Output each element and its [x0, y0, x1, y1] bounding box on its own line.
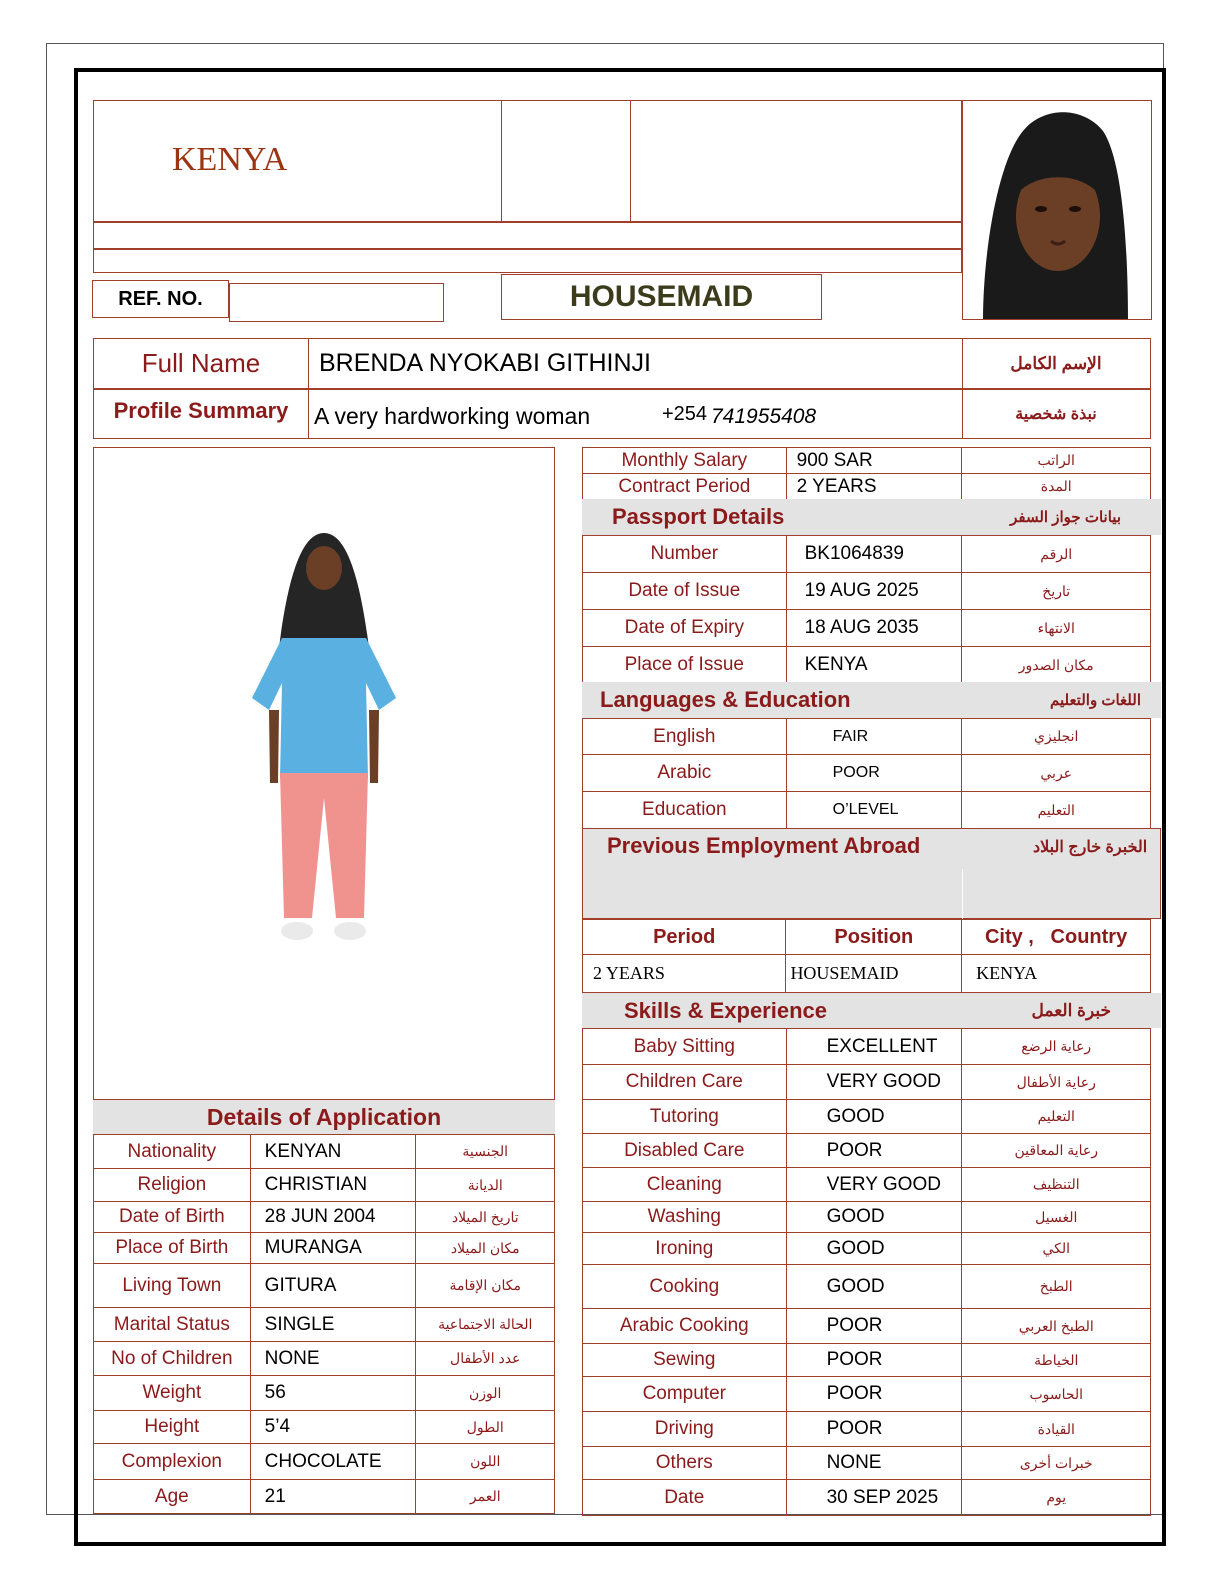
- summary-row: [93, 389, 1151, 439]
- application-row: [94, 1202, 555, 1233]
- skills-row: [583, 1309, 1151, 1344]
- languages-row: [583, 755, 1151, 792]
- employment-country: KENYA: [976, 963, 1038, 983]
- application-row: [94, 1342, 555, 1376]
- ref-value: [229, 283, 444, 322]
- passport-ar: الرقم: [1040, 545, 1073, 562]
- skills-label: Arabic Cooking: [619, 1315, 749, 1336]
- passport-title-text: Passport Details: [612, 504, 785, 529]
- skills-label: Cooking: [649, 1275, 720, 1297]
- application-value: KENYAN: [264, 1140, 342, 1162]
- skills-title-ar: خبرة العمل: [1031, 1000, 1111, 1020]
- passport-label: Place of Issue: [624, 654, 744, 675]
- application-row: [94, 1169, 555, 1202]
- passport-row: [583, 536, 1151, 573]
- passport-row: [583, 610, 1151, 647]
- application-value: 56: [264, 1382, 286, 1403]
- passport-table: [582, 535, 1151, 684]
- skills-label: Children Care: [625, 1071, 743, 1092]
- application-label: Religion: [137, 1174, 207, 1195]
- application-ar: الطول: [466, 1418, 504, 1435]
- application-row: [94, 1411, 555, 1444]
- application-ar: عدد الأطفال: [450, 1350, 521, 1366]
- employment-title-ar: الخبرة خارج البلاد: [1033, 839, 1148, 856]
- application-label: No of Children: [111, 1347, 233, 1369]
- contract-ar: المدة: [1040, 478, 1072, 494]
- skills-title-text: Skills & Experience: [624, 997, 827, 1023]
- skills-row: [583, 1134, 1151, 1168]
- employment-title: Previous Employment Abroad: [607, 833, 921, 858]
- application-table: [93, 1134, 555, 1514]
- application-title: Details of Application: [93, 1100, 555, 1134]
- skills-ar: الخياطة: [1034, 1351, 1079, 1368]
- application-label: Marital Status: [113, 1313, 230, 1335]
- skills-label: Driving: [654, 1418, 714, 1439]
- summary-ar: نبذة شخصية: [1015, 406, 1097, 423]
- application-label: Nationality: [127, 1140, 217, 1162]
- passport-label: Date of Issue: [628, 580, 741, 601]
- application-value: CHOCOLATE: [264, 1450, 382, 1472]
- languages-ar: التعليم: [1037, 801, 1075, 818]
- skills-label: Disabled Care: [624, 1139, 745, 1161]
- passport-ar: مكان الصدور: [1018, 656, 1094, 673]
- passport-ar: تاريخ: [1042, 582, 1071, 599]
- employment-table: [582, 919, 1151, 993]
- passport-row: [583, 573, 1151, 610]
- skills-value: VERY GOOD: [826, 1071, 941, 1092]
- application-value: GITURA: [264, 1274, 337, 1296]
- skills-row: [583, 1100, 1151, 1134]
- application-ar: الوزن: [469, 1384, 502, 1401]
- skills-row: [583, 1065, 1151, 1100]
- skills-value: VERY GOOD: [826, 1173, 941, 1195]
- application-label: Place of Birth: [115, 1237, 229, 1258]
- skills-label: Date: [664, 1486, 705, 1508]
- skills-value: NONE: [826, 1452, 882, 1473]
- languages-title-ar: اللغات والتعليم: [1049, 692, 1141, 709]
- skills-table: [582, 1028, 1151, 1516]
- skills-label: Others: [655, 1452, 713, 1473]
- application-row: [94, 1444, 555, 1480]
- skills-ar: الحاسوب: [1029, 1385, 1084, 1402]
- contract-table: [582, 447, 1151, 500]
- application-label: Date of Birth: [119, 1206, 225, 1227]
- application-label: Age: [154, 1485, 189, 1507]
- application-value: 5’4: [264, 1416, 291, 1437]
- full-body-photo: [93, 447, 555, 1100]
- skills-value: POOR: [826, 1315, 883, 1336]
- employment-title-box: [582, 828, 1161, 919]
- skills-value: POOR: [826, 1139, 883, 1161]
- skills-label: Sewing: [653, 1349, 716, 1370]
- application-label: Living Town: [122, 1274, 222, 1296]
- application-row: [94, 1308, 555, 1342]
- skills-row: [583, 1168, 1151, 1202]
- summary-value: A very hardworking woman: [314, 403, 591, 429]
- contract-row: [583, 474, 1151, 500]
- skills-label: Cleaning: [646, 1173, 722, 1195]
- passport-ar: الانتهاء: [1037, 619, 1075, 636]
- skills-value: GOOD: [826, 1206, 885, 1227]
- skills-row: [583, 1447, 1151, 1480]
- skills-ar: التعليم: [1037, 1108, 1075, 1124]
- application-row: [94, 1264, 555, 1308]
- skills-label: Computer: [642, 1383, 726, 1404]
- skills-row: [583, 1202, 1151, 1233]
- full-name-label: Full Name: [141, 348, 261, 378]
- application-value: MURANGA: [264, 1237, 362, 1258]
- skills-ar: التنظيف: [1032, 1176, 1080, 1192]
- skills-row: [583, 1029, 1151, 1065]
- skills-row: [583, 1344, 1151, 1377]
- full-name-ar: الإسم الكامل: [1010, 353, 1102, 373]
- skills-ar: يوم: [1046, 1489, 1067, 1505]
- header-box: [93, 100, 962, 222]
- skills-value: GOOD: [826, 1275, 885, 1297]
- full-name-value: BRENDA NYOKABI GITHINJI: [319, 349, 652, 377]
- languages-title: [582, 682, 1161, 718]
- ref-label: REF. NO.: [92, 280, 229, 318]
- application-value: SINGLE: [264, 1313, 335, 1335]
- application-ar: الديانة: [467, 1176, 503, 1193]
- application-ar: تاريخ الميلاد: [451, 1208, 519, 1225]
- skills-row: [583, 1480, 1151, 1516]
- skills-value: 30 SEP 2025: [826, 1486, 939, 1508]
- application-row: [94, 1135, 555, 1169]
- languages-value: POOR: [832, 764, 880, 781]
- skills-row: [583, 1265, 1151, 1309]
- skills-row: [583, 1233, 1151, 1265]
- skills-label: Ironing: [655, 1237, 714, 1259]
- application-value: 21: [264, 1485, 286, 1507]
- employment-header-0: Period: [653, 925, 716, 948]
- skills-value: POOR: [826, 1418, 883, 1439]
- contract-label: Monthly Salary: [621, 449, 748, 471]
- application-value: NONE: [264, 1347, 320, 1369]
- languages-value: O’LEVEL: [832, 801, 899, 818]
- skills-ar: القيادة: [1037, 1420, 1075, 1437]
- phone-prefix: +254: [662, 403, 708, 425]
- skills-ar: رعاية الرضع: [1021, 1038, 1092, 1054]
- employment-header-row: [583, 920, 1151, 955]
- passport-title: [582, 499, 1161, 535]
- application-ar: مكان الإقامة: [449, 1277, 521, 1293]
- application-ar: مكان الميلاد: [450, 1239, 520, 1256]
- skills-label: Tutoring: [649, 1105, 719, 1127]
- languages-value: FAIR: [832, 727, 869, 745]
- contract-row: [583, 448, 1151, 474]
- languages-row: [583, 719, 1151, 755]
- application-ar: الجنسية: [462, 1143, 509, 1159]
- application-row: [94, 1376, 555, 1411]
- application-label: Complexion: [121, 1450, 222, 1472]
- header-row-2: [93, 249, 962, 273]
- languages-ar: عربي: [1040, 764, 1073, 781]
- skills-label: Washing: [647, 1206, 721, 1227]
- skills-value: EXCELLENT: [826, 1035, 938, 1057]
- languages-table: [582, 718, 1151, 829]
- application-row: [94, 1480, 555, 1514]
- passport-value: 18 AUG 2035: [804, 617, 919, 638]
- passport-label: Date of Expiry: [624, 617, 744, 638]
- passport-value: BK1064839: [804, 543, 904, 564]
- passport-row: [583, 647, 1151, 684]
- contract-value: 2 YEARS: [796, 475, 877, 497]
- skills-row: [583, 1377, 1151, 1412]
- skills-value: GOOD: [826, 1237, 885, 1259]
- languages-label: Arabic: [657, 762, 712, 783]
- application-ar: الحالة الاجتماعية: [438, 1316, 533, 1332]
- application-row: [94, 1233, 555, 1264]
- skills-ar: الغسيل: [1035, 1208, 1078, 1225]
- country-title: KENYA: [172, 141, 288, 178]
- full-name-row: [93, 338, 1151, 389]
- skills-title: [582, 993, 1161, 1028]
- employment-period: 2 YEARS: [593, 963, 665, 983]
- languages-label: Education: [642, 799, 727, 820]
- phone-number: 741955408: [711, 405, 817, 428]
- skills-label: Baby Sitting: [633, 1035, 735, 1057]
- skills-ar: الطبخ العربي: [1018, 1317, 1094, 1334]
- skills-ar: رعاية الأطفال: [1016, 1073, 1096, 1090]
- contract-label: Contract Period: [618, 475, 751, 497]
- skills-ar: خبرات أخرى: [1019, 1454, 1093, 1471]
- languages-title-text: Languages & Education: [600, 687, 851, 712]
- application-value: 28 JUN 2004: [264, 1206, 376, 1227]
- passport-label: Number: [650, 543, 719, 564]
- passport-title-ar: بيانات جواز السفر: [1010, 509, 1121, 526]
- application-label: Weight: [142, 1382, 202, 1403]
- application-value: CHRISTIAN: [264, 1174, 368, 1195]
- header-row-1: [93, 222, 962, 249]
- skills-ar: الكي: [1042, 1240, 1071, 1256]
- skills-row: [583, 1412, 1151, 1447]
- skills-value: POOR: [826, 1349, 883, 1370]
- application-label: Height: [144, 1416, 200, 1437]
- summary-label: Profile Summary: [113, 398, 289, 423]
- employment-header-1: Position: [834, 925, 914, 948]
- languages-label: English: [653, 725, 716, 747]
- passport-value: KENYA: [804, 654, 868, 675]
- skills-ar: رعاية المعاقين: [1014, 1142, 1098, 1158]
- position-title: HOUSEMAID: [501, 274, 822, 320]
- application-ar: العمر: [469, 1488, 501, 1504]
- contract-value: 900 SAR: [796, 449, 873, 471]
- skills-value: POOR: [826, 1383, 883, 1404]
- passport-photo: [962, 100, 1152, 320]
- application-ar: اللون: [470, 1453, 501, 1469]
- employment-row: [583, 955, 1151, 993]
- employment-header-2: City , Country: [984, 925, 1128, 948]
- employment-position: HOUSEMAID: [790, 963, 899, 983]
- languages-ar: انجليزي: [1034, 728, 1079, 744]
- contract-ar: الراتب: [1037, 452, 1075, 468]
- passport-value: 19 AUG 2025: [804, 580, 919, 601]
- languages-row: [583, 792, 1151, 829]
- skills-ar: الطبخ: [1039, 1278, 1073, 1294]
- skills-value: GOOD: [826, 1105, 885, 1127]
